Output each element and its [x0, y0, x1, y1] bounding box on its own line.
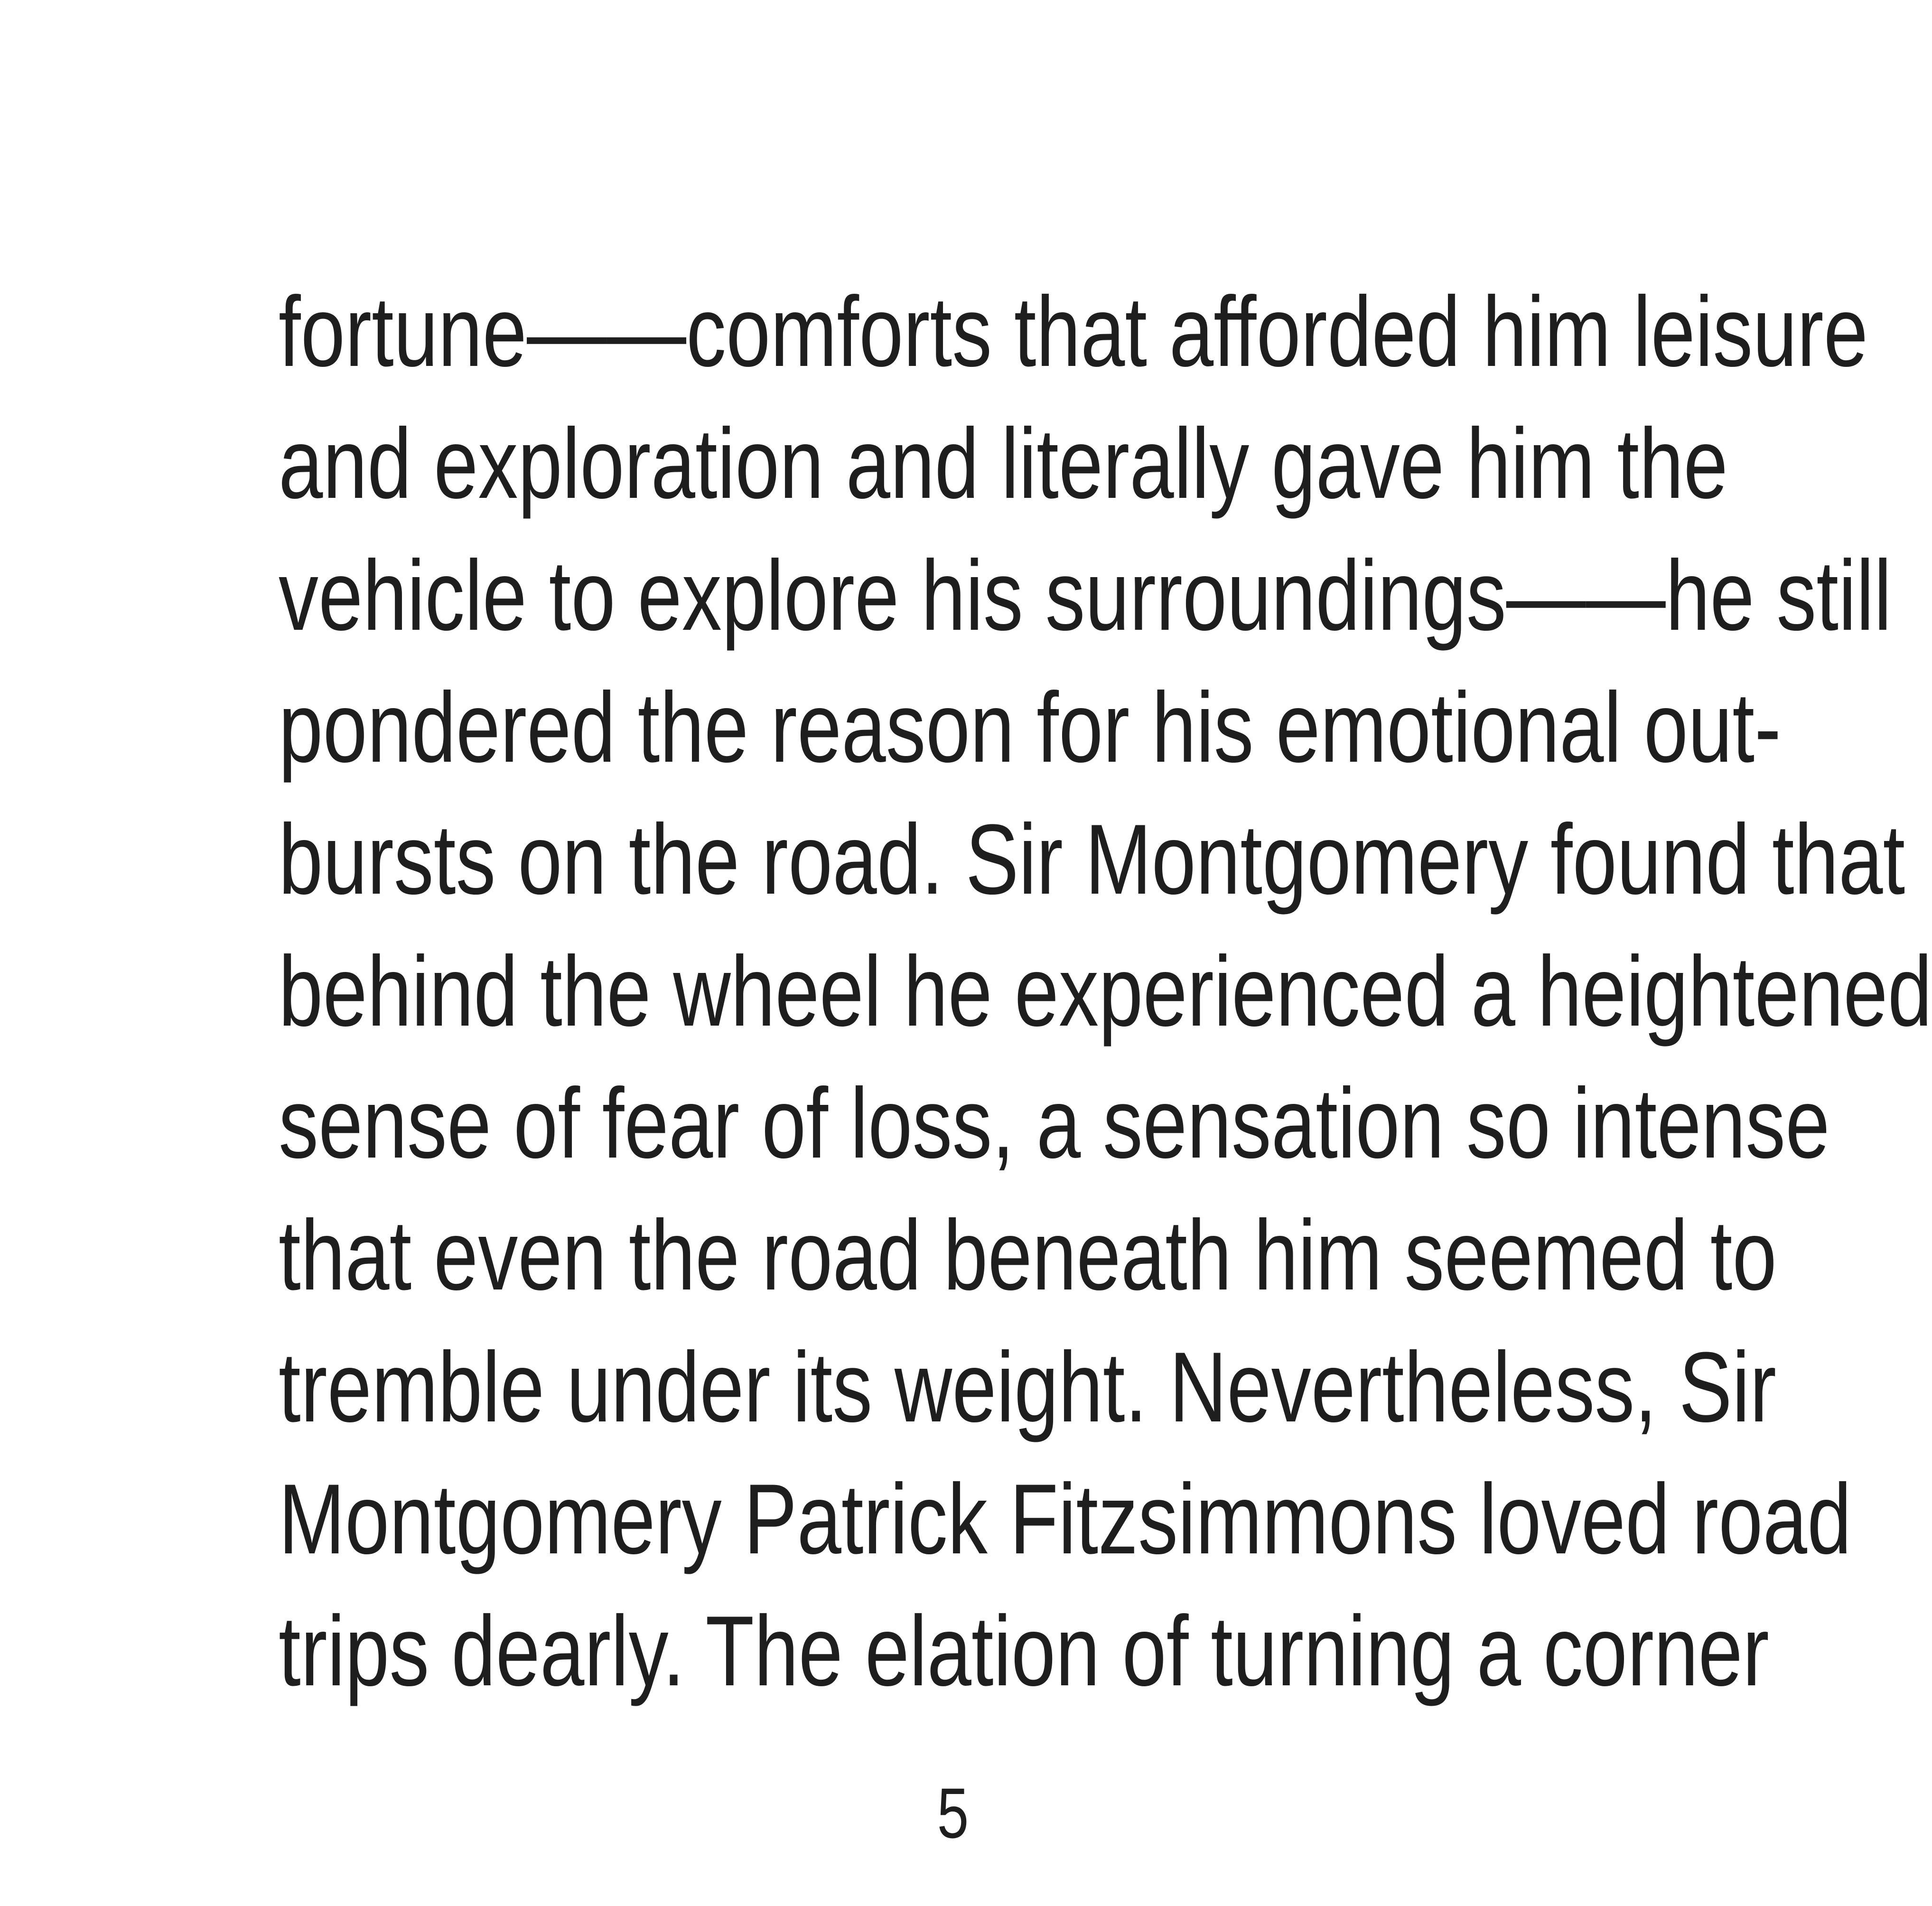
text-line: behind the wheel he experienced a heightened: [279, 935, 1932, 1047]
text-line: Montgomery Patrick Fitzsimmons loved road: [279, 1463, 1852, 1575]
text-line: bursts on the road. Sir Montgomery found that: [279, 804, 1905, 915]
text-line: sense of fear of loss, a sensation so intense: [279, 1067, 1830, 1179]
text-line: fortune——comforts that afforded him leisure: [279, 276, 1868, 387]
text-line: pondered the reason for his emotional out-: [279, 672, 1781, 783]
text-line: vehicle to explore his surroundings——he still: [279, 540, 1892, 651]
body-paragraph: [279, 266, 1932, 1717]
text-line: and exploration and literally gave him the: [279, 408, 1728, 519]
text-line: trips dearly. The elation of turning a corner: [279, 1595, 1769, 1707]
text-line: that even the road beneath him seemed to: [279, 1199, 1777, 1311]
text-line: tremble under its weight. Nevertheless, Sir: [279, 1331, 1776, 1443]
page-number: 5: [937, 1773, 969, 1853]
